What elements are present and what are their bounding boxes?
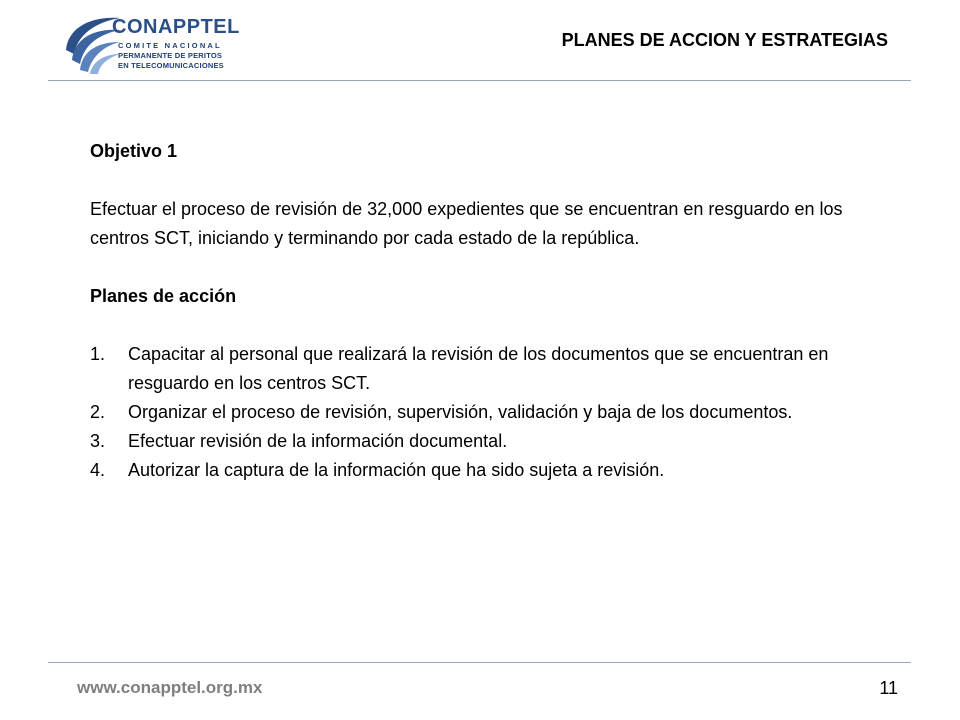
- list-item-number: 4.: [90, 460, 106, 480]
- list-item-number: 2.: [90, 402, 106, 422]
- objective-text: Efectuar el proceso de revisión de 32,000 expedientes que se encuentran en resguardo en los centros SCT, iniciando y terminando por cada estado de la república.: [90, 199, 843, 248]
- list-item: [90, 398, 850, 427]
- page-title: PLANES DE ACCION Y ESTRATEGIAS: [561, 30, 888, 50]
- conapptel-logo: [62, 10, 262, 76]
- footer-divider: [48, 662, 911, 663]
- list-item: [90, 456, 850, 485]
- list-item-text: Autorizar la captura de la información que ha sido sujeta a revisión.: [128, 460, 665, 480]
- footer-url: www.conapptel.org.mx: [77, 678, 263, 697]
- logo-line-3: EN TELECOMUNICACIONES: [118, 61, 224, 70]
- header-divider: [48, 80, 911, 81]
- action-plan-list: [90, 340, 850, 485]
- list-item-number: 3.: [90, 431, 106, 451]
- objective-heading: Objetivo 1: [90, 141, 178, 161]
- page-number: 11: [879, 678, 898, 698]
- plans-heading: Planes de acción: [90, 286, 237, 306]
- list-item-text: Organizar el proceso de revisión, supervisión, validación y baja de los documentos.: [128, 402, 793, 422]
- list-item-text: Capacitar al personal que realizará la revisión de los documentos que se encuentran en resguardo en los centros SCT.: [128, 344, 829, 393]
- list-item-number: 1.: [90, 344, 106, 364]
- slide-content: [90, 137, 850, 485]
- logo-name: CONAPPTEL: [112, 16, 240, 38]
- list-item-text: Efectuar revisión de la información documental.: [128, 431, 508, 451]
- list-item: [90, 427, 850, 456]
- logo-line-1: COMITE NACIONAL: [118, 41, 222, 50]
- list-item: [90, 340, 850, 398]
- logo-line-2: PERMANENTE DE PERITOS: [118, 51, 223, 60]
